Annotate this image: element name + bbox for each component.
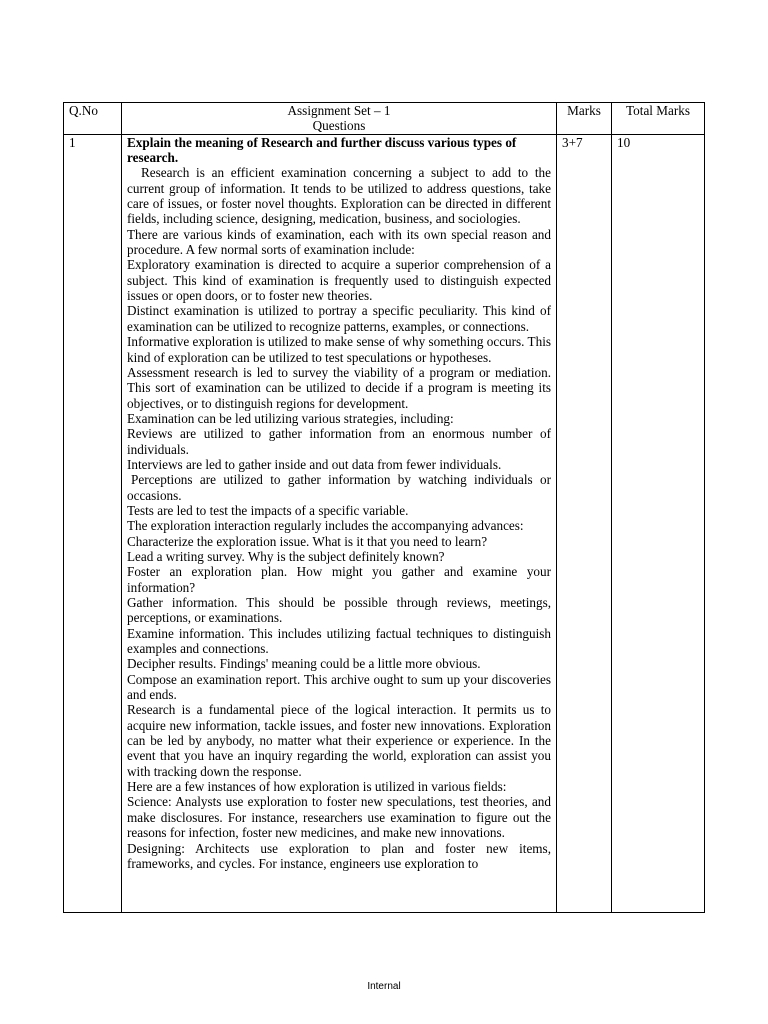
answer-paragraph: Distinct examination is utilized to portray a specific peculiarity. This kind of examination can be utilized to recognize patterns, examples, or connections. — [127, 303, 551, 334]
question-total-marks: 10 — [612, 134, 705, 912]
answer-paragraph: Science: Analysts use exploration to foster new speculations, test theories, and make disclosures. For instance, researchers use examination to figure out the reasons for infection, foster new medicines, and make new innovations. — [127, 794, 551, 841]
answer-paragraph: Reviews are utilized to gather information from an enormous number of individuals. — [127, 426, 551, 457]
header-total-marks: Total Marks — [612, 103, 705, 135]
question-marks: 3+7 — [557, 134, 612, 912]
answer-paragraph: Research is an efficient examination concerning a subject to add to the current group of information. It tends to be utilized to address questions, take care of issues, or foster novel thoughts. Exploration can be directed in different fields, including science, designing, medication, business, and sociologies. — [127, 165, 551, 227]
answer-paragraph: Tests are led to test the impacts of a specific variable. — [127, 502, 409, 518]
footer-classification-label: Internal — [367, 981, 401, 992]
answer-paragraph: Foster an exploration plan. How might you gather and examine your information? — [127, 564, 551, 595]
answer-paragraph: Perceptions are utilized to gather information by watching individuals or occasions. — [127, 472, 551, 503]
answer-paragraph: Interviews are led to gather inside and out data from fewer individuals. — [127, 456, 502, 472]
answer-paragraph: Gather information. This should be possible through reviews, meetings, perceptions, or examinations. — [127, 595, 551, 626]
answer-paragraph: Examine information. This includes utilizing factual techniques to distinguish examples and connections. — [127, 625, 551, 657]
answer-paragraph: Examination can be led utilizing various strategies, including: — [127, 410, 454, 426]
answer-paragraph: Exploratory examination is directed to acquire a superior comprehension of a subject. This kind of examination is frequently used to distinguish expected issues or open doors, or to foster new theories. — [127, 257, 551, 304]
answer-paragraph: Decipher results. Findings' meaning could be a little more obvious. — [127, 656, 481, 672]
answer-paragraph: Here are a few instances of how exploration is utilized in various fields: — [127, 779, 507, 795]
table-row — [64, 134, 705, 912]
answer-paragraph: Characterize the exploration issue. What is it that you need to learn? — [127, 533, 488, 549]
assignment-table — [63, 102, 705, 913]
answer-paragraph: Designing: Architects use exploration to plan and foster new items, frameworks, and cycles. For instance, engineers use exploration to — [127, 840, 551, 871]
answer-paragraph: Informative exploration is utilized to make sense of why something occurs. This kind of exploration can be utilized to test speculations or hypotheses. — [127, 334, 551, 365]
table-header-row — [64, 103, 705, 135]
answer-paragraph: Compose an examination report. This archive ought to sum up your discoveries and ends. — [127, 671, 551, 703]
answer-paragraph: The exploration interaction regularly includes the accompanying advances: — [127, 518, 524, 534]
header-qno: Q.No — [64, 103, 122, 135]
header-questions — [122, 103, 557, 135]
answer-paragraph: There are various kinds of examination, each with its own special reason and procedure. A few normal sorts of examination include: — [127, 226, 551, 258]
answer-paragraph: Research is a fundamental piece of the logical interaction. It permits us to acquire new information, tackle issues, and foster new innovations. Exploration can be led by anybody, no matter what their experience or experience. In the event that you have an inquiry regarding the world, exploration can assist you with tracking down the response. — [127, 702, 551, 779]
answer-paragraph: Lead a writing survey. Why is the subject definitely known? — [127, 548, 445, 564]
question-content — [122, 134, 557, 912]
questions-label: Questions — [312, 118, 366, 134]
question-number: 1 — [64, 134, 122, 912]
question-title: Explain the meaning of Research and further discuss various types of research. — [127, 134, 517, 166]
answer-paragraph: Assessment research is led to survey the viability of a program or mediation. This sort of examination can be utilized to decide if a program is meeting its objectives, or to distinguish regions for development. — [127, 364, 551, 411]
header-marks: Marks — [557, 103, 612, 135]
assignment-set-title: Assignment Set – 1 — [287, 103, 391, 118]
